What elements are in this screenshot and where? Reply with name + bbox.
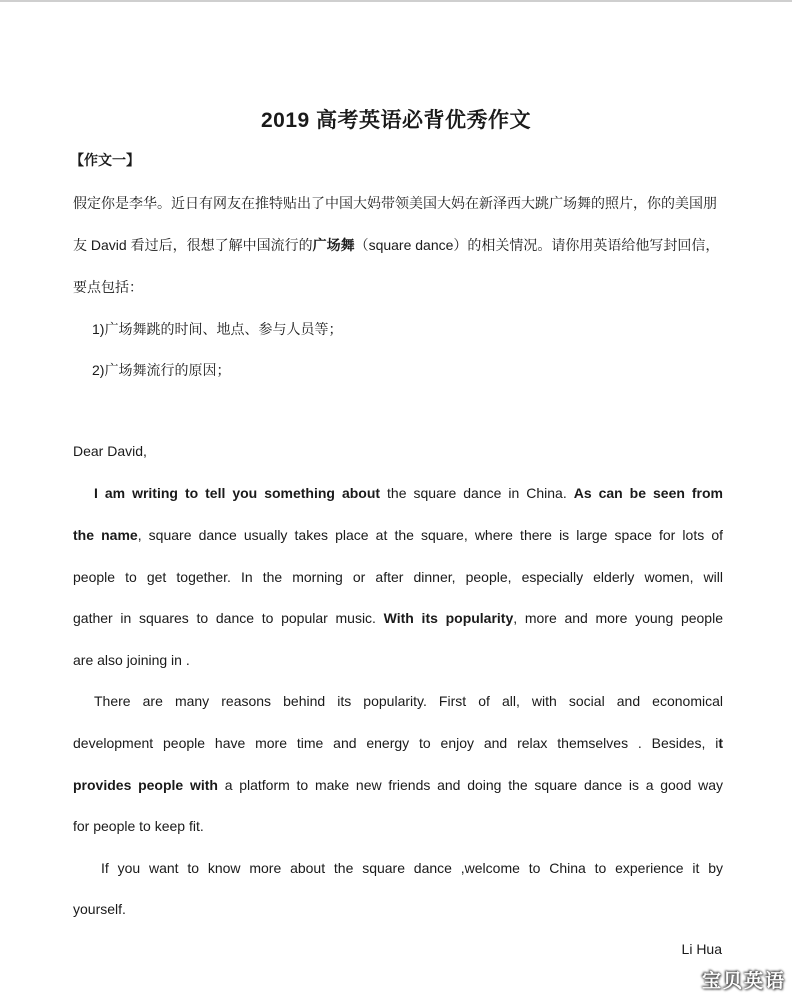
prompt-point-1: 1)广场舞跳的时间、地点、参与人员等； bbox=[92, 321, 343, 337]
signature: Li Hua bbox=[681, 941, 722, 957]
section-heading: 【作文一】 bbox=[70, 152, 140, 168]
para3-line-1: If you want to know more about the square dance ,welcome to China to experience it by bbox=[101, 860, 723, 876]
bold-phrase: With its popularity bbox=[383, 610, 514, 626]
page-title: 2019 高考英语必背优秀作文 bbox=[260, 109, 532, 132]
body-text: , square dance usually takes place at the square, where there is large space for lots of bbox=[137, 527, 723, 543]
body-text: gather in squares to dance to popular music. bbox=[73, 610, 384, 626]
body-text: the square dance in China. bbox=[380, 485, 574, 501]
prompt-line-2 bbox=[73, 235, 719, 255]
bold-phrase: provides people with bbox=[73, 777, 218, 793]
para1-line-5: are also joining in . bbox=[73, 652, 190, 668]
para3-line-2: yourself. bbox=[73, 901, 126, 917]
bold-phrase: As can be seen from bbox=[573, 485, 723, 501]
para1-line-2 bbox=[73, 527, 723, 543]
watermark-logo: 宝贝英语 bbox=[701, 971, 786, 992]
para1-line-4 bbox=[73, 610, 723, 626]
prompt-line-3: 要点包括： bbox=[73, 279, 143, 295]
prompt-bold-term: 广场舞 bbox=[312, 237, 355, 253]
prompt-text: （square dance）的相关情况。请你用英语给他写封回信， bbox=[354, 237, 720, 253]
letter-greeting: Dear David, bbox=[73, 443, 147, 459]
para2-line-1: There are many reasons behind its popularity. First of all, with social and economical bbox=[94, 693, 723, 709]
para1-line-3: people to get together. In the morning or after dinner, people, especially elderly women, will bbox=[73, 569, 723, 585]
body-text: a platform to make new friends and doing the square dance is a good way bbox=[217, 777, 723, 793]
body-text: development people have more time and energy to enjoy and relax themselves . Besides, i bbox=[73, 735, 719, 751]
prompt-line-1: 假定你是李华。近日有网友在推特贴出了中国大妈带领美国大妈在新泽西大跳广场舞的照片，你的美国朋 bbox=[73, 195, 717, 211]
body-text: , more and more young people bbox=[513, 610, 723, 626]
bold-phrase: t bbox=[718, 735, 723, 751]
para1-line-1 bbox=[94, 485, 723, 501]
prompt-text: 友 David 看过后，很想了解中国流行的 bbox=[73, 237, 313, 253]
bold-phrase: the name bbox=[73, 527, 138, 543]
para2-line-4: for people to keep fit. bbox=[73, 818, 204, 834]
bold-phrase: I am writing to tell you something about bbox=[94, 485, 381, 501]
top-border bbox=[0, 0, 792, 2]
para2-line-2 bbox=[73, 735, 723, 751]
prompt-point-2: 2)广场舞流行的原因； bbox=[92, 362, 231, 378]
para2-line-3 bbox=[73, 777, 723, 793]
